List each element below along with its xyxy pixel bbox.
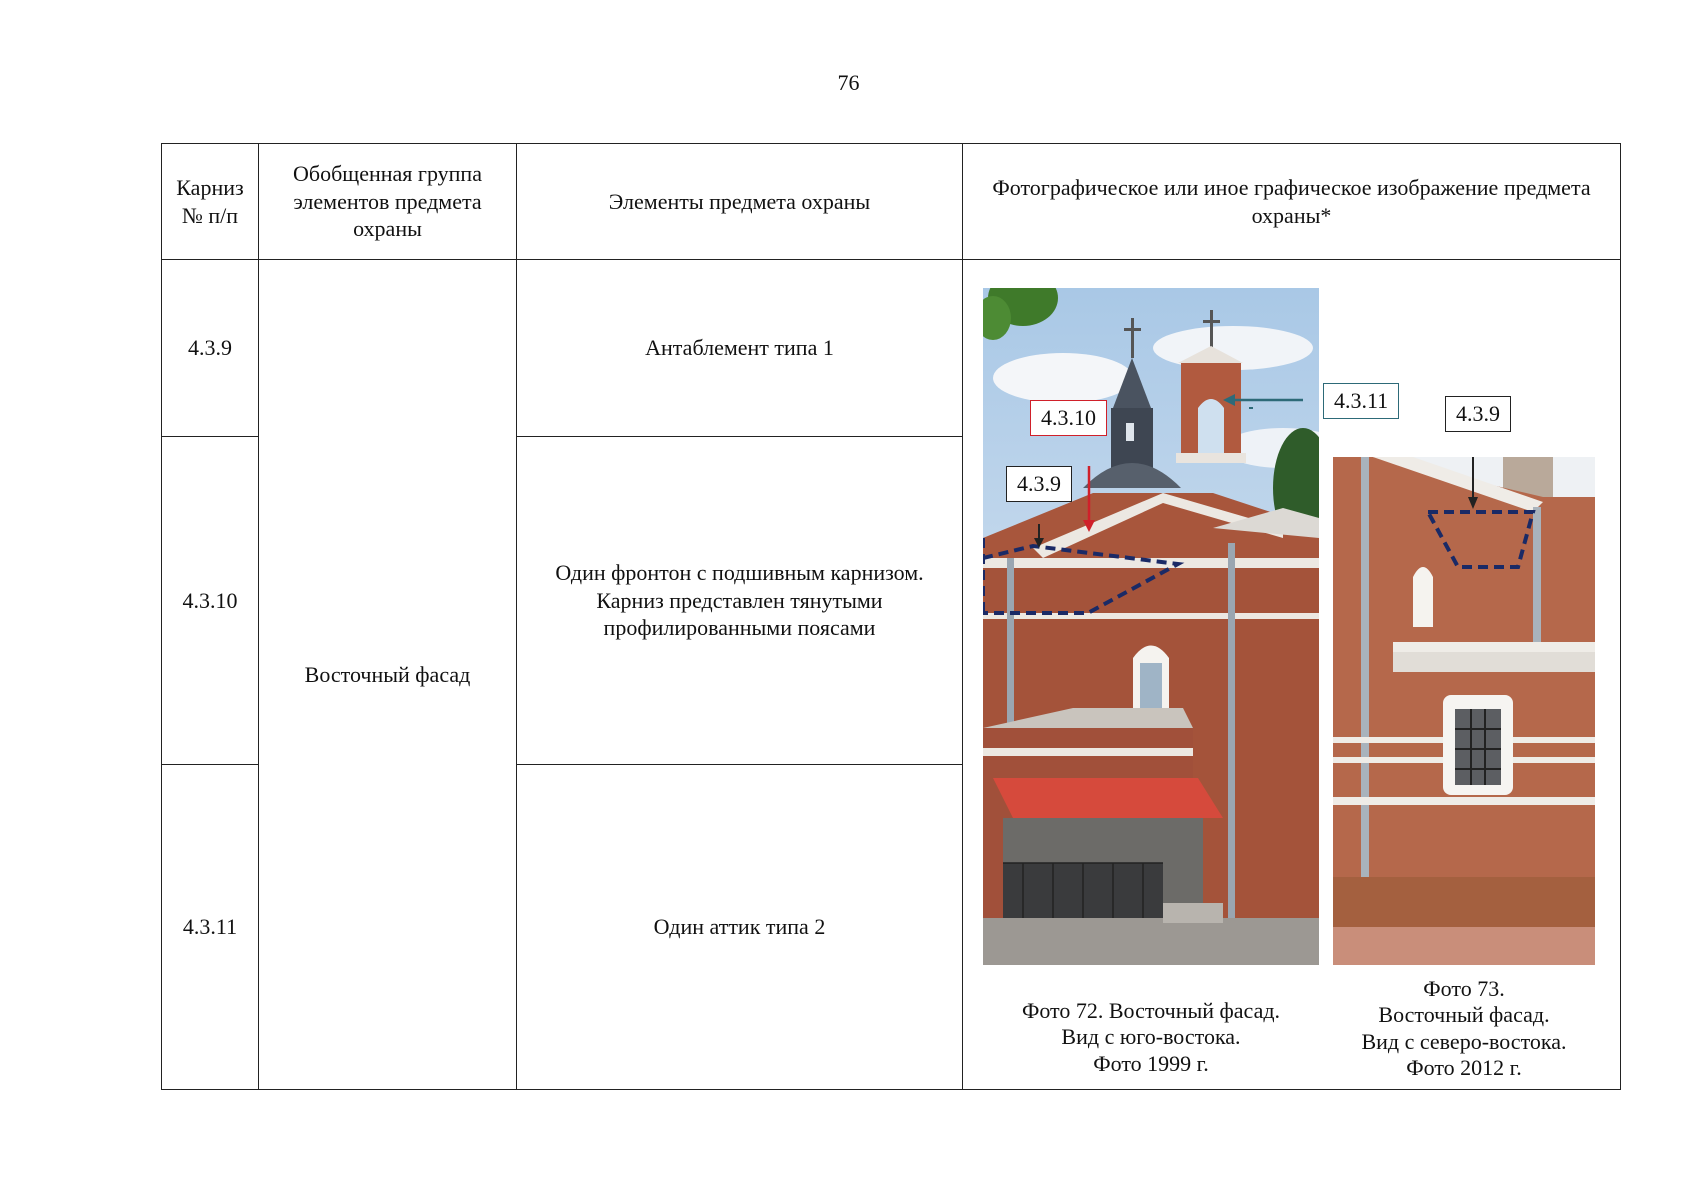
group-cell: Восточный фасад	[259, 260, 517, 1090]
protection-table	[161, 143, 1621, 1090]
label-4-3-9-photo2: 4.3.9	[1445, 396, 1511, 432]
photo1-caption	[983, 998, 1319, 1077]
label-4-3-10: 4.3.10	[1030, 400, 1107, 436]
caption-line: Фото 2012 г.	[1406, 1055, 1522, 1081]
row-element: Антаблемент типа 1	[517, 260, 963, 437]
label-4-3-11: 4.3.11	[1323, 383, 1399, 419]
caption-line: Восточный фасад.	[1378, 1002, 1550, 1028]
row-num: 4.3.11	[162, 765, 259, 1090]
header-elements: Элементы предмета охраны	[517, 144, 963, 260]
table-row	[162, 260, 1621, 437]
page-number: 76	[837, 70, 860, 95]
photo2-caption	[1323, 976, 1605, 1082]
label-4-3-9-photo1: 4.3.9	[1006, 466, 1072, 502]
caption-line: Вид с юго-востока.	[1061, 1024, 1241, 1050]
photo-east-facade-northeast	[1333, 457, 1595, 965]
header-group: Обобщенная группа элементов предмета охраны	[259, 144, 517, 260]
caption-line: Фото 73.	[1423, 976, 1505, 1001]
header-image: Фотографическое или иное графическое изображение предмета охраны*	[963, 144, 1621, 260]
arrow-icon	[1223, 390, 1303, 410]
header-num: Карниз № п/п	[162, 144, 259, 260]
row-element: Один аттик типа 2	[517, 765, 963, 1090]
row-num: 4.3.9	[162, 260, 259, 437]
caption-line: Вид с северо-востока.	[1361, 1028, 1567, 1054]
row-num: 4.3.10	[162, 437, 259, 765]
caption-line: Фото 1999 г.	[1093, 1050, 1209, 1076]
photo-cell	[963, 260, 1621, 1090]
caption-line: Фото 72. Восточный фасад.	[1021, 998, 1281, 1023]
row-element: Один фронтон с подшивным карнизом. Карниз представлен тянутыми профилированными поясами	[517, 437, 963, 765]
header-row	[162, 144, 1621, 260]
